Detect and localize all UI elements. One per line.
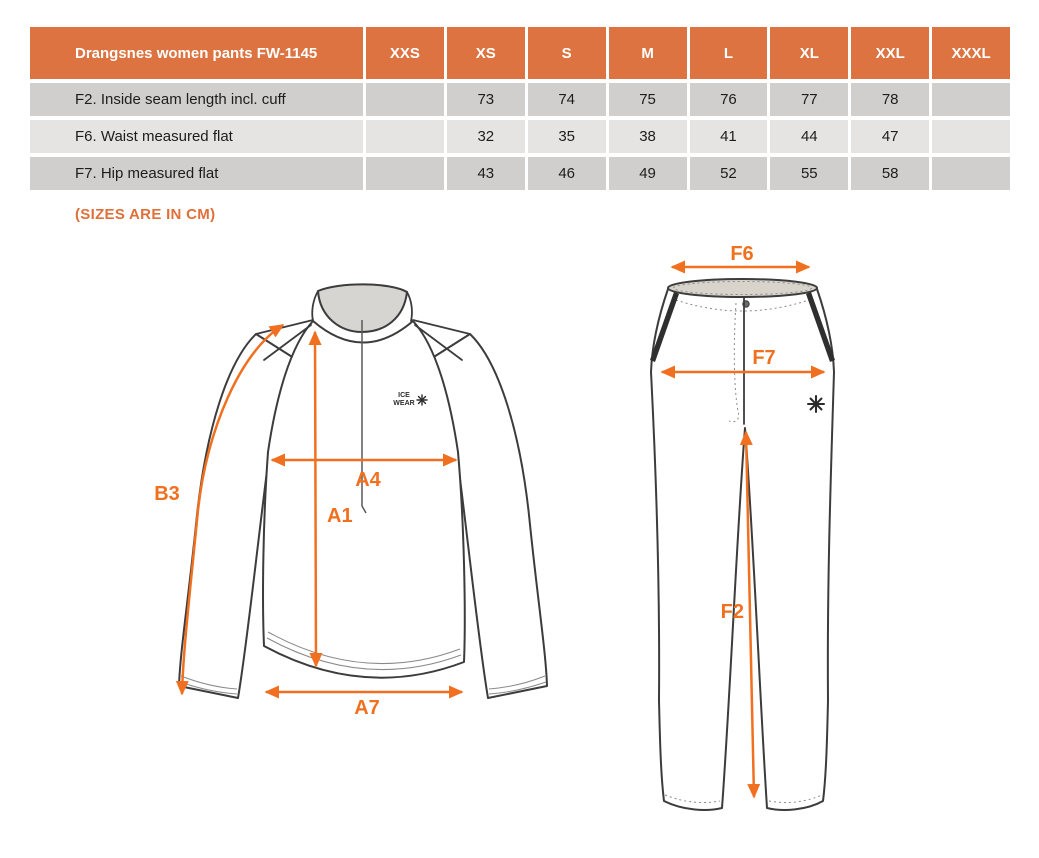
pants-body <box>651 289 834 810</box>
size-header-xxxl: XXXL <box>932 27 1010 79</box>
table-cell: 49 <box>609 157 687 190</box>
measure-label-f7: F7 <box>752 347 776 369</box>
pants-waist-opening <box>668 279 817 297</box>
row-label: F7. Hip measured flat <box>30 157 363 190</box>
table-cell <box>932 120 1010 153</box>
measure-arrow-a1 <box>315 332 316 666</box>
measure-label-a7: A7 <box>354 697 380 719</box>
size-header-l: L <box>690 27 768 79</box>
table-cell: 47 <box>851 120 929 153</box>
table-cell: 32 <box>447 120 525 153</box>
table-cell: 38 <box>609 120 687 153</box>
size-header-xxs: XXS <box>366 27 444 79</box>
table-cell: 74 <box>528 83 606 116</box>
snowflake-icon <box>417 395 427 405</box>
table-cell: 78 <box>851 83 929 116</box>
icewear-logo-text: WEAR <box>393 400 415 407</box>
snowflake-icon <box>808 396 824 412</box>
table-cell <box>366 120 444 153</box>
size-header-m: M <box>609 27 687 79</box>
table-cell: 46 <box>528 157 606 190</box>
icewear-logo-text: ICE <box>398 392 410 399</box>
table-cell: 75 <box>609 83 687 116</box>
sweater-body <box>263 321 465 678</box>
row-label: F6. Waist measured flat <box>30 120 363 153</box>
table-cell: 77 <box>770 83 848 116</box>
table-cell: 43 <box>447 157 525 190</box>
table-title: Drangsnes women pants FW-1145 <box>30 27 363 79</box>
table-cell: 52 <box>690 157 768 190</box>
table-cell: 76 <box>690 83 768 116</box>
size-header-s: S <box>528 27 606 79</box>
size-header-xxl: XXL <box>851 27 929 79</box>
table-cell: 58 <box>851 157 929 190</box>
measure-label-a1: A1 <box>327 505 353 527</box>
size-header-xs: XS <box>447 27 525 79</box>
table-cell: 35 <box>528 120 606 153</box>
measure-label-b3: B3 <box>154 483 180 505</box>
row-label: F2. Inside seam length incl. cuff <box>30 83 363 116</box>
table-cell: 41 <box>690 120 768 153</box>
sizes-in-cm-note: (SIZES ARE IN CM) <box>75 206 216 223</box>
size-table <box>30 27 1010 190</box>
table-cell: 73 <box>447 83 525 116</box>
pants-diagram <box>630 240 870 840</box>
table-cell: 44 <box>770 120 848 153</box>
measure-label-f6: F6 <box>730 243 754 265</box>
table-cell <box>932 83 1010 116</box>
size-header-xl: XL <box>770 27 848 79</box>
measure-label-f2: F2 <box>720 601 744 623</box>
measure-label-a4: A4 <box>355 469 381 491</box>
table-cell <box>366 157 444 190</box>
table-cell <box>932 157 1010 190</box>
table-cell <box>366 83 444 116</box>
table-cell: 55 <box>770 157 848 190</box>
sweater-diagram <box>140 250 590 740</box>
